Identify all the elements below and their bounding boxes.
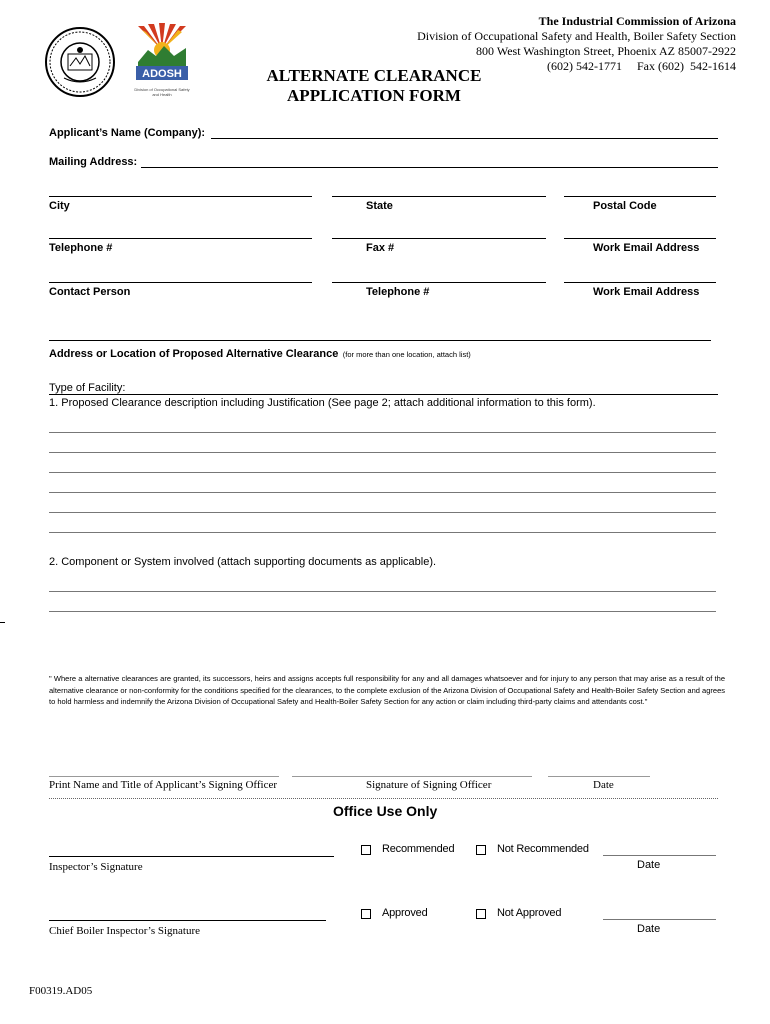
inspector-signature-line [49, 856, 334, 857]
q1-answer-line-6 [49, 532, 716, 533]
section-divider [49, 798, 718, 799]
disclaimer-text: " Where a alternative clearances are granted, its successors, heirs and assigns accepts full responsibility for any and all damages whatsoever and for injury to any person that may arise as a result of the alternative clearance or non-conformity for the conditions specified for the clearances, to the complete exclusion of the Arizona Division of Occupational Safety and Health-Boiler Safety Section and agrees to hold harmless and indemnify the Arizona Division of Occupational Safety and Health-Boiler Safety Section for any action or claim including third-party claims and attendants cost." [49, 674, 725, 706]
adosh-logo [132, 22, 192, 96]
type-of-facility-line [49, 394, 718, 395]
telephone2-line [332, 282, 546, 283]
city-label: City [49, 200, 70, 212]
signature-label: Signature of Signing Officer [366, 779, 492, 791]
date-label: Date [593, 779, 614, 791]
q2-answer-line-2 [49, 611, 716, 612]
contact-person-line [49, 282, 312, 283]
work-email-label: Work Email Address [593, 242, 700, 254]
proposed-location-note: (for more than one location, attach list) [342, 350, 471, 359]
question-2-label: 2. Component or System involved (attach supporting documents as applicable). [49, 556, 437, 568]
mailing-address-input[interactable] [143, 154, 716, 166]
not-recommended-checkbox[interactable] [476, 845, 486, 855]
date2-line [603, 919, 716, 920]
telephone2-input[interactable] [334, 269, 544, 281]
state-input[interactable] [334, 183, 544, 195]
proposed-location-input[interactable] [51, 327, 709, 339]
city-line [49, 196, 312, 197]
fax-label: Fax # [366, 242, 395, 254]
work-email2-line [564, 282, 716, 283]
question-1-input[interactable] [51, 418, 714, 530]
telephone-input[interactable] [51, 225, 310, 237]
postal-code-line [564, 196, 716, 197]
print-name-input[interactable] [51, 763, 277, 775]
approved-label: Approved [382, 907, 428, 919]
telephone-label: Telephone # [49, 242, 113, 254]
office-use-heading: Office Use Only [333, 803, 438, 819]
proposed-location-label [49, 344, 471, 362]
question-1-label: 1. Proposed Clearance description including Justification (See page 2; attach additional information to this form). [49, 397, 596, 409]
work-email2-label: Work Email Address [593, 286, 700, 298]
print-name-line [49, 776, 279, 777]
fax-input[interactable] [334, 225, 544, 237]
org-name: The Industrial Commission of Arizona [538, 14, 736, 28]
work-email-input[interactable] [566, 225, 714, 237]
inspector-signature-input[interactable] [51, 843, 332, 855]
form-code: F00319.AD05 [29, 985, 93, 997]
not-recommended-label: Not Recommended [497, 843, 589, 855]
approved-checkbox[interactable] [361, 909, 371, 919]
date1-label: Date [637, 859, 661, 871]
signature-input[interactable] [294, 763, 530, 775]
date1-line [603, 855, 716, 856]
telephone2-label: Telephone # [366, 286, 430, 298]
org-address: 800 West Washington Street, Phoenix AZ 85007-2922 [476, 44, 736, 58]
signature-line [292, 776, 532, 777]
date2-label: Date [637, 923, 661, 935]
inspector-signature-label: Inspector’s Signature [49, 861, 143, 873]
not-approved-label: Not Approved [497, 907, 562, 919]
date-input[interactable] [550, 763, 648, 775]
chief-signature-label: Chief Boiler Inspector’s Signature [49, 925, 201, 937]
state-label: State [366, 200, 393, 212]
telephone-line [49, 238, 312, 239]
date1-input[interactable] [605, 842, 714, 854]
proposed-location-line [49, 340, 711, 341]
postal-code-input[interactable] [566, 183, 714, 195]
print-name-label: Print Name and Title of Applicant’s Signing Officer [49, 779, 278, 791]
applicant-name-input[interactable] [213, 125, 716, 137]
adosh-logo-text: ADOSH [142, 68, 182, 80]
arizona-seal-logo [44, 26, 116, 98]
fax-line [332, 238, 546, 239]
date-line [548, 776, 650, 777]
phone-fax: (602) 542-1771 Fax (602) 542-1614 [547, 59, 736, 73]
chief-signature-line [49, 920, 326, 921]
date2-input[interactable] [605, 906, 714, 918]
recommended-label: Recommended [382, 843, 455, 855]
contact-person-input[interactable] [51, 269, 310, 281]
applicant-name-label: Applicant’s Name (Company): [49, 127, 206, 139]
form-title-line1: ALTERNATE CLEARANCE [266, 66, 482, 85]
mailing-address-line [141, 167, 718, 168]
work-email2-input[interactable] [566, 269, 714, 281]
city-input[interactable] [51, 183, 310, 195]
postal-code-label: Postal Code [593, 200, 657, 212]
form-title-line2: APPLICATION FORM [287, 86, 461, 105]
contact-person-label: Contact Person [49, 286, 131, 298]
form-title [244, 66, 504, 106]
recommended-checkbox[interactable] [361, 845, 371, 855]
state-line [332, 196, 546, 197]
division-name: Division of Occupational Safety and Health, Boiler Safety Section [417, 29, 736, 43]
mailing-address-label: Mailing Address: [49, 156, 138, 168]
question-2-input[interactable] [51, 577, 714, 609]
chief-signature-input[interactable] [51, 907, 324, 919]
type-of-facility-input[interactable] [130, 381, 716, 393]
applicant-name-line [211, 138, 718, 139]
adosh-caption: Division of Occupational Safety and Health [134, 87, 190, 97]
type-of-facility-label: Type of Facility: [49, 382, 126, 394]
work-email-line [564, 238, 716, 239]
margin-mark [0, 622, 5, 623]
header-org-block [330, 14, 736, 74]
not-approved-checkbox[interactable] [476, 909, 486, 919]
proposed-location-text: Address or Location of Proposed Alternative Clearance [49, 348, 339, 360]
